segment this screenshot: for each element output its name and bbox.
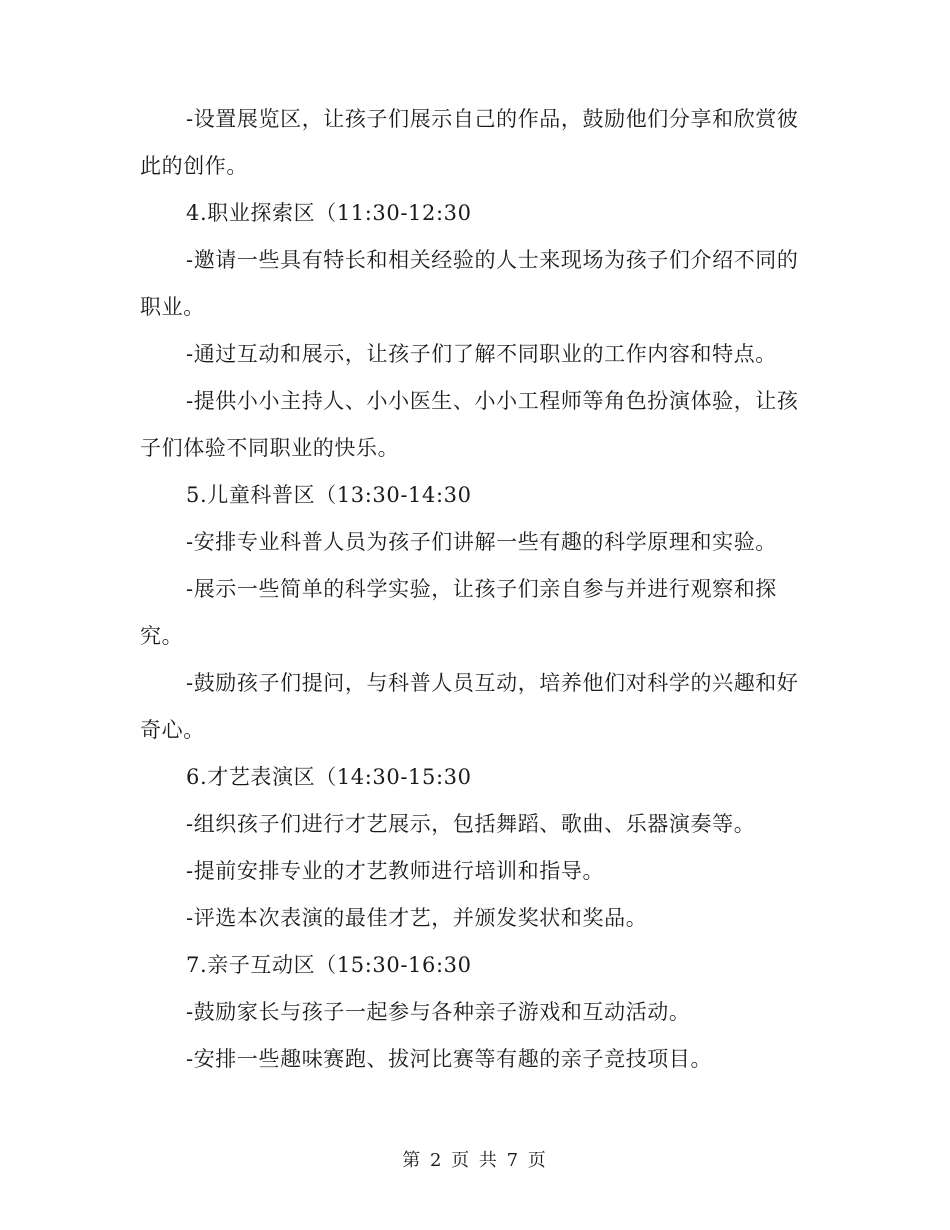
section-heading-talent: 6.才艺表演区（14:30-15:30 [186,765,472,789]
section-heading-career: 4.职业探索区（11:30-12:30 [186,201,472,225]
body-paragraph: -鼓励家长与孩子一起参与各种亲子游戏和互动活动。 [186,1000,691,1024]
body-paragraph: -组织孩子们进行才艺展示，包括舞蹈、歌曲、乐器演奏等。 [186,812,756,836]
body-paragraph: -设置展览区，让孩子们展示自己的作品，鼓励他们分享和欣赏彼此的创作。 [140,107,799,178]
page-number-footer: 第 2 页 共 7 页 [402,1150,548,1171]
body-paragraph: -展示一些简单的科学实验，让孩子们亲自参与并进行观察和探究。 [140,577,777,648]
body-paragraph: -安排专业科普人员为孩子们讲解一些有趣的科学原理和实验。 [186,530,777,554]
body-paragraph: -提前安排专业的才艺教师进行培训和指导。 [186,859,605,883]
body-paragraph: -提供小小主持人、小小医生、小小工程师等角色扮演体验，让孩子们体验不同职业的快乐。 [140,389,799,460]
body-paragraph: -安排一些趣味赛跑、拔河比赛等有趣的亲子竞技项目。 [186,1047,713,1071]
document-body [140,96,820,1083]
body-paragraph: -评选本次表演的最佳才艺，并颁发奖状和奖品。 [186,906,648,930]
section-heading-parent-child: 7.亲子互动区（15:30-16:30 [186,953,472,977]
section-heading-science: 5.儿童科普区（13:30-14:30 [186,483,472,507]
body-paragraph: -通过互动和展示，让孩子们了解不同职业的工作内容和特点。 [186,342,777,366]
body-paragraph: -邀请一些具有特长和相关经验的人士来现场为孩子们介绍不同的职业。 [140,248,799,319]
body-paragraph: -鼓励孩子们提问，与科普人员互动，培养他们对科学的兴趣和好奇心。 [140,671,799,742]
